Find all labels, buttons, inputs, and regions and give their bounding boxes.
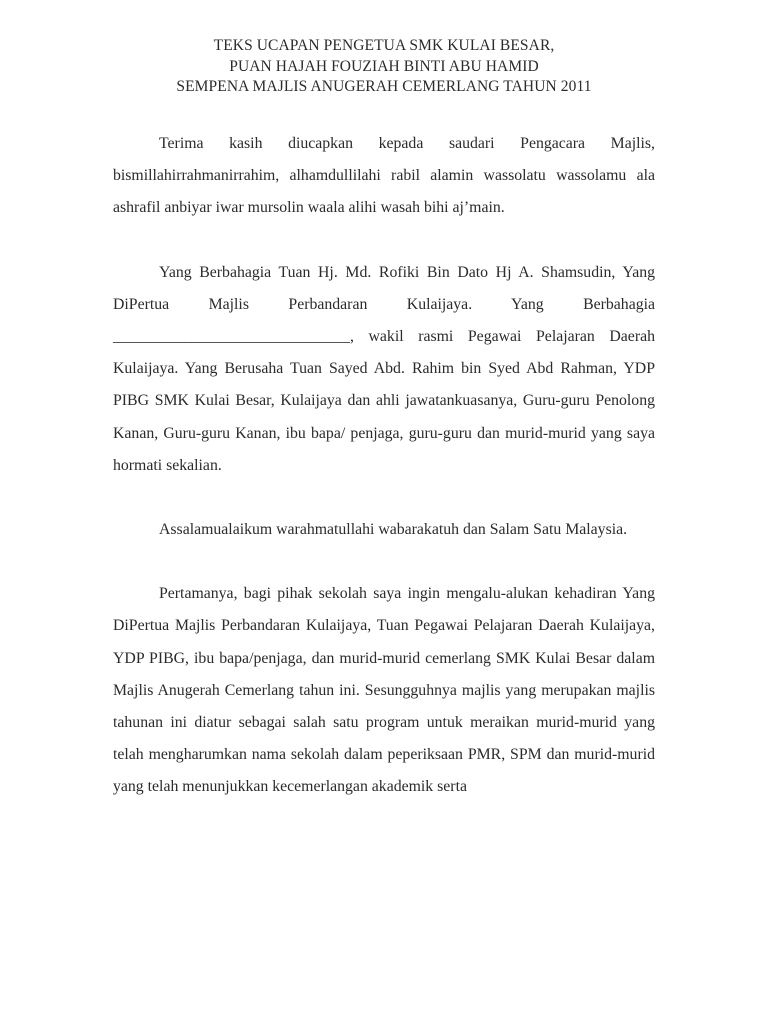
paragraph-salutation: Yang Berbahagia Tuan Hj. Md. Rofiki Bin Dato Hj A. Shamsudin, Yang DiPertua Majlis Perbandaran Kulaijaya. Yang Berbahagia ______________________________, wakil rasmi Pegawai Pelajaran Daerah Kulaijaya. Yang Berusaha Tuan Sayed Abd. Rahim bin Syed Abd Rahman, YDP PIBG SMK Kulai Besar, Kulaijaya dan ahli jawatankuasanya, Guru-guru Penolong Kanan, Guru-guru Kanan, ibu bapa/ penjaga, guru-guru dan murid-murid yang saya hormati sekalian. [113,263,655,474]
document-body [113,128,655,804]
paragraph-welcome: Pertamanya, bagi pihak sekolah saya ingin mengalu-alukan kehadiran Yang DiPertua Majlis Perbandaran Kulaijaya, Tuan Pegawai Pelajaran Daerah Kulaijaya, YDP PIBG, ibu bapa/penjaga, dan murid-murid cemerlang SMK Kulai Besar dalam Majlis Anugerah Cemerlang tahun ini. Sesungguhnya majlis yang merupakan majlis tahunan ini diatur sebagai salah satu program untuk meraikan murid-murid yang telah mengharumkan nama sekolah dalam peperiksaan PMR, SPM dan murid-murid yang telah menunjukkan kecemerlangan akademik serta [113,585,655,796]
title-line-3: SEMPENA MAJLIS ANUGERAH CEMERLANG TAHUN 2011 [176,78,592,95]
document-title [0,36,768,98]
title-line-2: PUAN HAJAH FOUZIAH BINTI ABU HAMID [229,57,539,75]
paragraph-greeting: Assalamualaikum warahmatullahi wabarakatuh dan Salam Satu Malaysia. [159,521,628,539]
title-line-1: TEKS UCAPAN PENGETUA SMK KULAI BESAR, [213,37,555,54]
paragraph-opening: Terima kasih diucapkan kepada saudari Pengacara Majlis, bismillahirrahmanirrahim, alhamdullilahi rabil alamin wassolatu wassolamu ala ashrafil anbiyar iwar mursolin waala alihi wasah bihi aj’main. [113,135,655,217]
